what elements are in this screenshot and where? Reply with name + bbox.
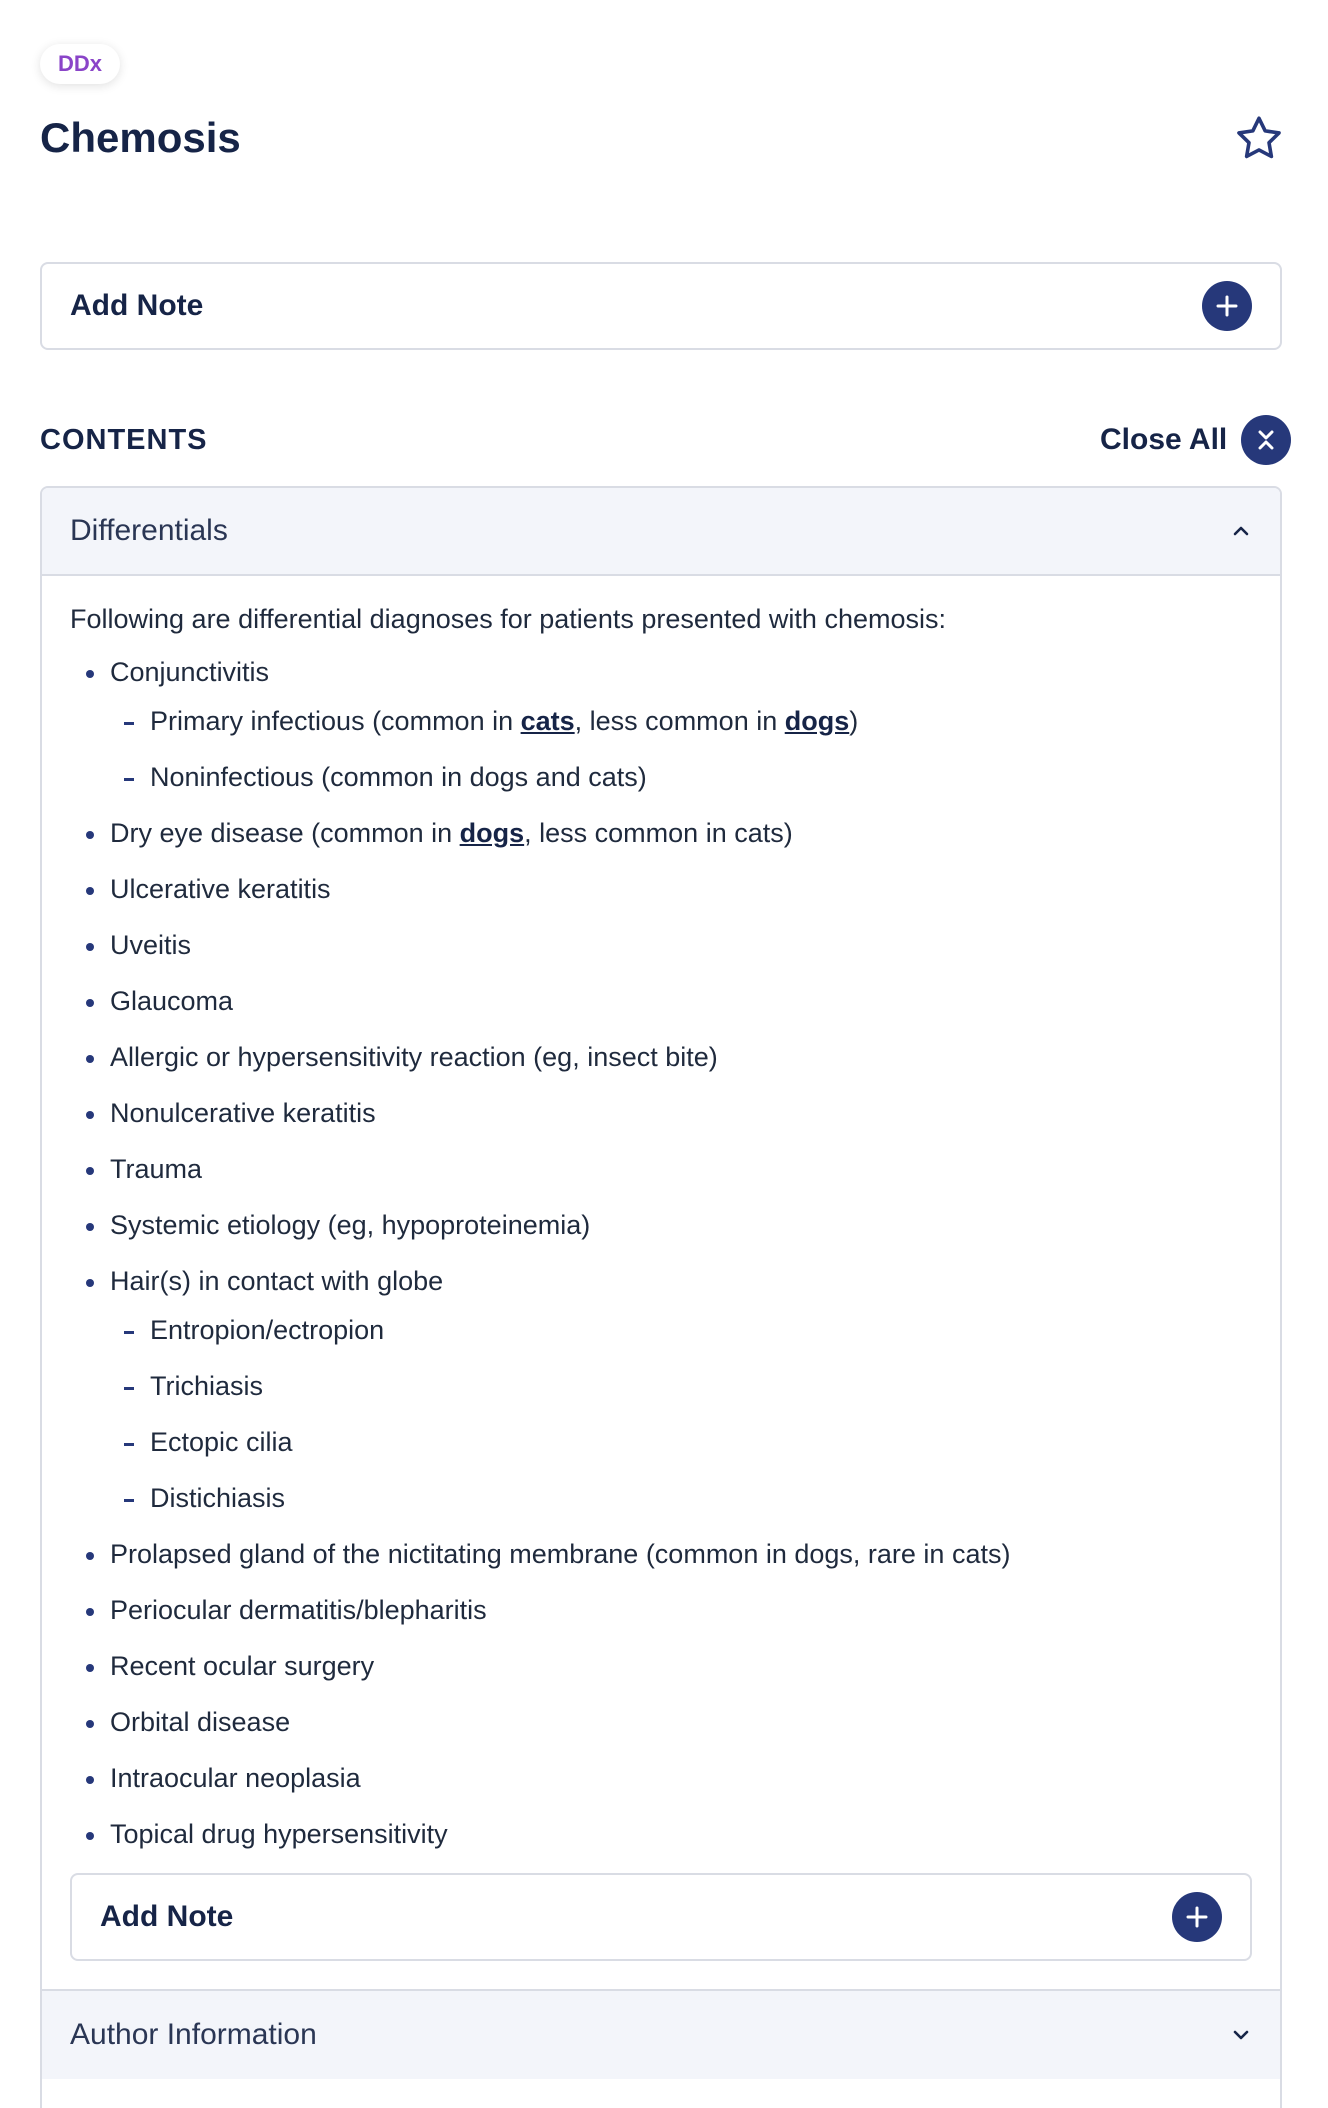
list-item [70,655,1252,795]
item-text: Conjunctivitis [110,657,270,688]
item-text: Dry eye disease (common in [110,818,460,849]
dogs-link[interactable]: dogs [459,818,525,849]
page-title: Chemosis [40,114,241,161]
list-item [70,1649,1252,1684]
author-header[interactable] [42,1991,1280,2079]
differentials-list [70,655,1252,1852]
add-note-button[interactable] [40,262,1282,350]
item-text: Distichiasis [150,1483,286,1514]
add-note-label: Add Note [70,289,204,322]
collapse-all-icon[interactable] [1241,415,1291,465]
list-item [70,1593,1252,1628]
item-text: Trauma [110,1154,203,1185]
add-note-label: Add Note [100,1900,234,1934]
author-section [42,1989,1280,2079]
plus-icon[interactable] [1172,1892,1222,1942]
item-text: Systemic etiology (eg, hypoproteinemia) [110,1210,591,1241]
item-text: ) [849,706,859,737]
list-item [70,984,1252,1019]
list-item [70,1152,1252,1187]
item-text: Hair(s) in contact with globe [110,1266,444,1297]
list-item [70,1705,1252,1740]
list-item [70,1264,1252,1516]
differentials-title: Differentials [70,514,228,547]
item-text: Noninfectious (common in dogs and cats) [150,762,647,793]
item-text: Nonulcerative keratitis [110,1098,376,1129]
section-add-note-button[interactable] [70,1873,1252,1961]
item-text: Ectopic cilia [150,1427,293,1458]
list-item [70,872,1252,907]
dogs-link[interactable]: dogs [784,706,850,737]
list-item [70,1040,1252,1075]
item-text: Entropion/ectropion [150,1315,385,1346]
contents-heading: CONTENTS [40,424,208,456]
differentials-intro: Following are differential diagnoses for patients presented with chemosis: [70,604,946,634]
cats-link[interactable]: cats [520,706,575,737]
close-all-label: Close All [1100,423,1228,456]
list-item [70,1208,1252,1243]
item-text: Ulcerative keratitis [110,874,331,905]
sub-list-item [110,1481,1252,1516]
differentials-body [42,576,1280,2107]
list-item [70,928,1252,963]
plus-icon[interactable] [1202,281,1252,331]
item-text: Glaucoma [110,986,234,1017]
chevron-up-icon[interactable] [1230,520,1252,542]
item-text: Prolapsed gland of the nictitating membrane (common in dogs, rare in cats) [110,1539,1011,1570]
author-title: Author Information [70,2018,317,2052]
sub-list-item [110,760,1252,795]
item-text: , less common in cats) [524,818,793,849]
item-text: Recent ocular surgery [110,1651,375,1682]
close-all-button[interactable] [1100,414,1291,466]
list-item [70,1537,1252,1572]
item-text: Allergic or hypersensitivity reaction (eg, insect bite) [110,1042,718,1073]
sub-list-item [110,1313,1252,1348]
item-text: Trichiasis [150,1371,264,1402]
chevron-down-icon[interactable] [1230,2024,1252,2046]
item-text: Uveitis [110,930,192,961]
ddx-badge: DDx [40,44,120,84]
sub-list [110,1313,1252,1516]
item-text: Periocular dermatitis/blepharitis [110,1595,487,1626]
sub-list-item [110,704,1252,739]
item-text: Primary infectious (common in [150,706,521,737]
favorite-star-icon[interactable] [1232,112,1286,166]
item-text: Orbital disease [110,1707,291,1738]
contents-accordion [40,486,1282,2108]
sub-list-item [110,1369,1252,1404]
item-text: Intraocular neoplasia [110,1763,361,1794]
list-item [70,1817,1252,1852]
differentials-header[interactable] [42,488,1280,576]
list-item [70,1096,1252,1131]
sub-list-item [110,1425,1252,1460]
item-text: Topical drug hypersensitivity [110,1819,448,1850]
sub-list [110,704,1252,795]
list-item [70,1761,1252,1796]
list-item [70,816,1252,851]
item-text: , less common in [574,706,785,737]
